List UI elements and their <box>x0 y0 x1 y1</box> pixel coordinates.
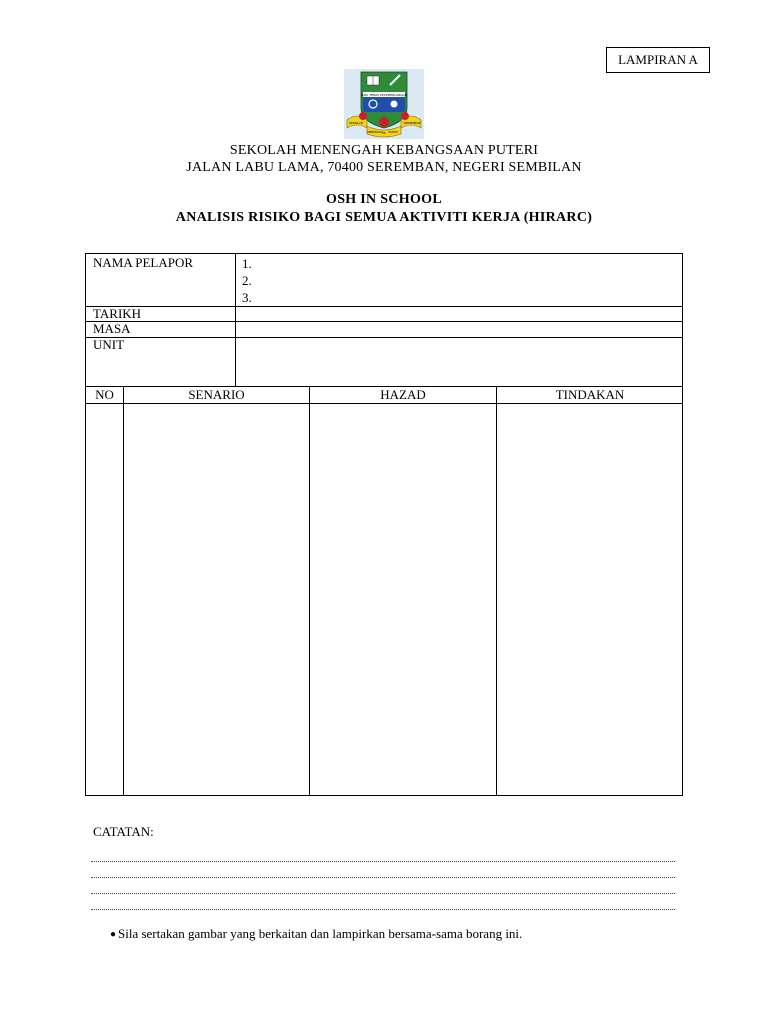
date-field[interactable] <box>236 307 682 321</box>
reporter-slot-2[interactable]: 2. <box>242 273 252 288</box>
reporter-slot-3[interactable]: 3. <box>242 290 252 305</box>
school-crest <box>343 68 425 140</box>
notes-label: CATATAN: <box>93 824 154 839</box>
unit-label: UNIT <box>93 337 125 352</box>
crest-motto: ILMU TERAS KECEMERLANGAN <box>361 93 407 97</box>
hibiscus-right <box>401 112 409 120</box>
hazad-column-area[interactable] <box>310 404 496 795</box>
reporter-label: NAMA PELAPOR <box>93 255 194 270</box>
col-header-senario: SENARIO <box>188 387 245 402</box>
notes-line-1[interactable] <box>91 861 675 862</box>
hibiscus-left <box>359 112 367 120</box>
col-header-tindakan: TINDAKAN <box>555 387 625 402</box>
crest-scroll-right-text: SEREMBAN <box>403 121 421 125</box>
notes-line-4[interactable] <box>91 909 675 910</box>
crest-scroll-left-text: SEKOLAH <box>348 121 364 125</box>
form-title-line2: ANALISIS RISIKO BAGI SEMUA AKTIVITI KERJA (HIRARC) <box>175 210 593 225</box>
time-field[interactable] <box>236 322 682 337</box>
info-table <box>85 253 683 387</box>
reporter-slot-1[interactable]: 1. <box>242 256 252 271</box>
tindakan-column-area[interactable] <box>497 404 683 795</box>
notes-line-3[interactable] <box>91 893 675 894</box>
hirarc-table <box>85 387 683 796</box>
crest-scroll-sub-right: PUTERI <box>388 131 398 134</box>
school-name: SEKOLAH MENENGAH KEBANGSAAN PUTERI <box>229 143 539 158</box>
notes-line-2[interactable] <box>91 877 675 878</box>
crest-left-quarter <box>363 97 384 112</box>
unit-field[interactable] <box>236 338 682 386</box>
hibiscus-center <box>379 117 389 127</box>
form-title-line1: OSH IN SCHOOL <box>326 192 442 207</box>
time-label: MASA <box>93 321 131 336</box>
flower-icon <box>391 101 398 108</box>
col-header-hazad: HAZAD <box>380 387 426 402</box>
school-address: JALAN LABU LAMA, 70400 SEREMBAN, NEGERI SEMBILAN <box>186 160 582 175</box>
crest-scroll-sub-left: MENENGAH <box>367 131 383 134</box>
no-column-area[interactable] <box>86 404 123 795</box>
instruction-note <box>110 926 523 942</box>
instruction-text: Sila sertakan gambar yang berkaitan dan lampirkan bersama-sama borang ini. <box>118 926 523 941</box>
date-label: TARIKH <box>93 306 142 321</box>
senario-column-area[interactable] <box>124 404 309 795</box>
col-header-no: NO <box>95 387 114 402</box>
annex-label: LAMPIRAN A <box>606 47 710 73</box>
crest-scroll-sub-mid: KE <box>382 132 386 135</box>
bullet-icon: ● <box>110 929 117 940</box>
